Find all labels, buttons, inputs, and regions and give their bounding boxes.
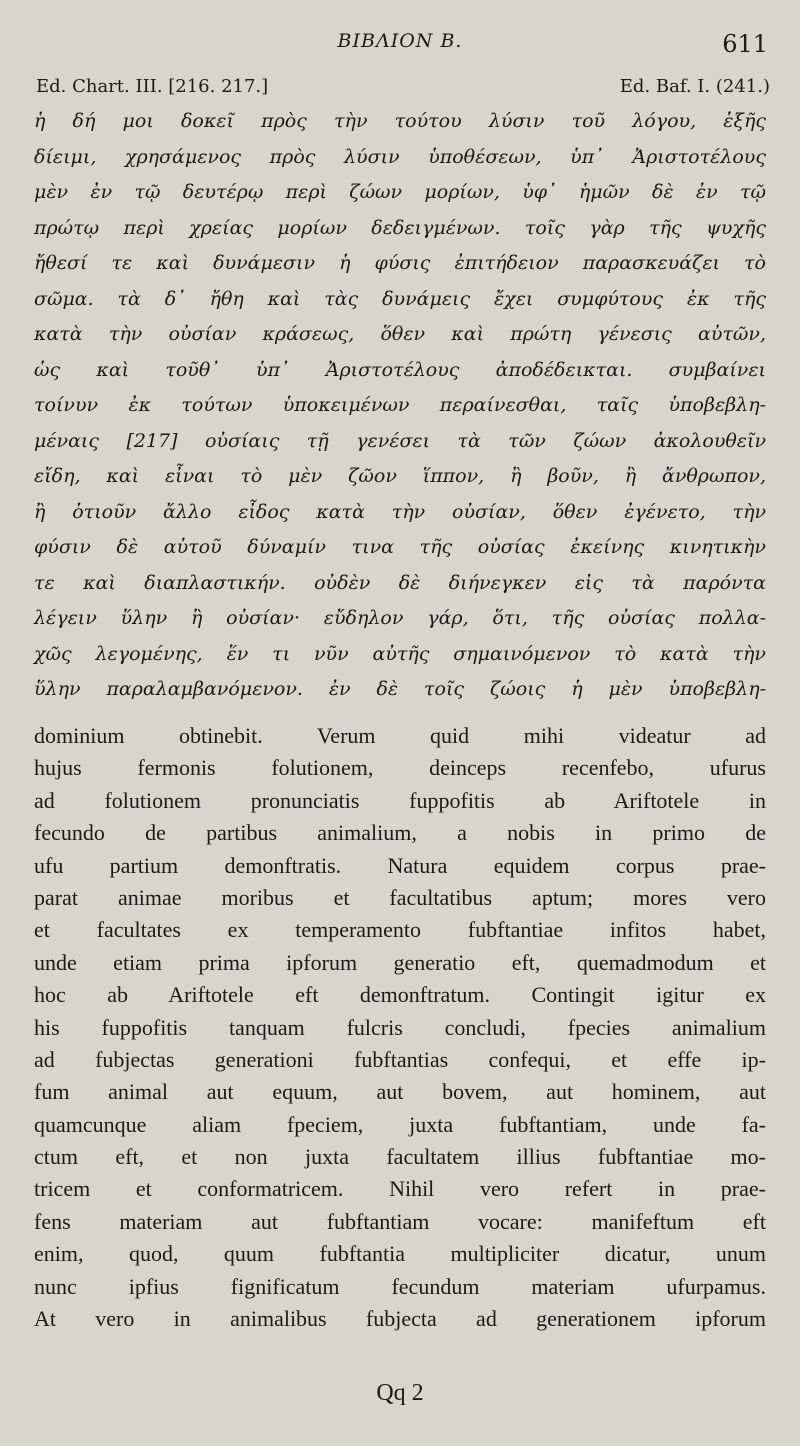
latin-line: unde etiam prima ipforum generatio eft, quemadmodum et — [34, 949, 766, 975]
latin-line: fum animal aut equum, aut bovem, aut hominem, aut — [34, 1079, 766, 1105]
greek-line: πρώτῳ περὶ χρείας μορίων δεδειγμένων. τοῖς γὰρ τῆς ψυχῆς — [34, 216, 766, 239]
greek-line: μὲν ἐν τῷ δευτέρῳ περὶ ζώων μορίων, ὑφ᾽ ἡμῶν δὲ ἐν τῷ — [34, 181, 766, 203]
latin-line: quamcunque aliam fpeciem, juxta fubftantiam, unde fa- — [34, 1111, 766, 1137]
latin-line: his fuppofitis tanquam fulcris concludi, fpecies animalium — [34, 1014, 766, 1040]
greek-line: λέγειν ὕλην ἢ οὐσίαν· εὔδηλον γάρ, ὅτι, τῆς οὐσίας πολλα- — [34, 607, 766, 629]
latin-line: hoc ab Ariftotele eft demonftratum. Contingit igitur ex — [34, 982, 766, 1008]
latin-line: parat animae moribus et facultatibus aptum; mores vero — [34, 884, 766, 910]
latin-line: At vero in animalibus fubjecta ad generationem ipforum — [34, 1306, 766, 1332]
latin-line: fens materiam aut fubftantiam vocare: manifeftum eft — [34, 1208, 766, 1234]
greek-line: τε καὶ διαπλαστικήν. οὐδὲν δὲ διήνεγκεν εἰς τὰ παρόντα — [34, 571, 766, 594]
latin-line: ad fubjectas generationi fubftantias confequi, et effe ip- — [34, 1046, 766, 1072]
greek-line: χῶς λεγομένης, ἕν τι νῦν αὐτῆς σημαινόμενον τὸ κατὰ τὴν — [34, 642, 766, 665]
edition-reference-basel: Ed. Baf. I. (241.) — [619, 76, 770, 97]
latin-line: ctum eft, et non juxta facultatem illius fubftantiae mo- — [34, 1144, 766, 1170]
page-number: 611 — [722, 30, 768, 58]
greek-line: ἡ δή μοι δοκεῖ πρὸς τὴν τούτου λύσιν τοῦ λόγου, ἑξῆς — [34, 110, 766, 132]
latin-line: ad folutionem pronunciatis fuppofitis ab Ariftotele in — [34, 787, 766, 813]
latin-line: nunc ipfius fignificatum fecundum materiam ufurpamus. — [34, 1273, 766, 1299]
running-title: ΒΙΒΛΙΟΝ Β. — [337, 30, 463, 52]
greek-line: κατὰ τὴν οὐσίαν κράσεως, ὅθεν καὶ πρώτη γένεσις αὐτῶν, — [34, 323, 766, 345]
greek-line: τοίνυν ἐκ τούτων ὑποκειμένων περαίνεσθαι, ταῖς ὑποβεβλη- — [34, 394, 766, 416]
latin-line: fecundo de partibus animalium, a nobis in primo de — [34, 820, 766, 846]
greek-line: δίειμι, χρησάμενος πρὸς λύσιν ὑποθέσεων, ὑπ᾽ Ἀριστοτέλους — [34, 145, 766, 168]
latin-line: tricem et conformatricem. Nihil vero refert in prae- — [34, 1176, 766, 1202]
latin-line: et facultates ex temperamento fubftantiae infitos habet, — [34, 917, 766, 943]
greek-line: ὡς καὶ τοῦθ᾽ ὑπ᾽ Ἀριστοτέλους ἀποδέδεικται. συμβαίνει — [34, 358, 766, 381]
greek-line: μέναις [217] οὐσίαις τῇ γενέσει τὰ τῶν ζώων ἀκολουθεῖν — [34, 429, 766, 452]
latin-line: dominium obtinebit. Verum quid mihi videatur ad — [34, 723, 766, 748]
greek-text-block — [34, 104, 766, 708]
greek-line: ὕλην παραλαμβανόμενον. ἐν δὲ τοῖς ζώοις ἡ μὲν ὑποβεβλη- — [34, 678, 766, 700]
greek-line: φύσιν δὲ αὐτοῦ δύναμίν τινα τῆς οὐσίας ἐκείνης κινητικὴν — [34, 536, 766, 558]
edition-reference-chartier: Ed. Chart. III. [216. 217.] — [36, 76, 269, 97]
latin-line: enim, quod, quum fubftantia multipliciter dicatur, unum — [34, 1241, 766, 1267]
latin-line: ufu partium demonftratis. Natura equidem corpus prae- — [34, 852, 766, 878]
greek-line: ἢ ὁτιοῦν ἄλλο εἶδος κατὰ τὴν οὐσίαν, ὅθεν ἐγένετο, τὴν — [34, 500, 766, 523]
latin-line: hujus fermonis folutionem, deinceps recenfebo, ufurus — [34, 755, 766, 781]
greek-line: σῶμα. τὰ δ᾽ ἤθη καὶ τὰς δυνάμεις ἔχει συμφύτους ἐκ τῆς — [34, 287, 766, 310]
printer-signature-mark: Qq 2 — [376, 1380, 424, 1406]
latin-text-block — [34, 720, 766, 1335]
greek-line: ἤθεσί τε καὶ δυνάμεσιν ἡ φύσις ἐπιτήδειον παρασκευάζει τὸ — [34, 252, 766, 274]
greek-line: εἴδη, καὶ εἶναι τὸ μὲν ζῶον ἵππον, ἢ βοῦν, ἢ ἄνθρωπον, — [34, 465, 766, 487]
